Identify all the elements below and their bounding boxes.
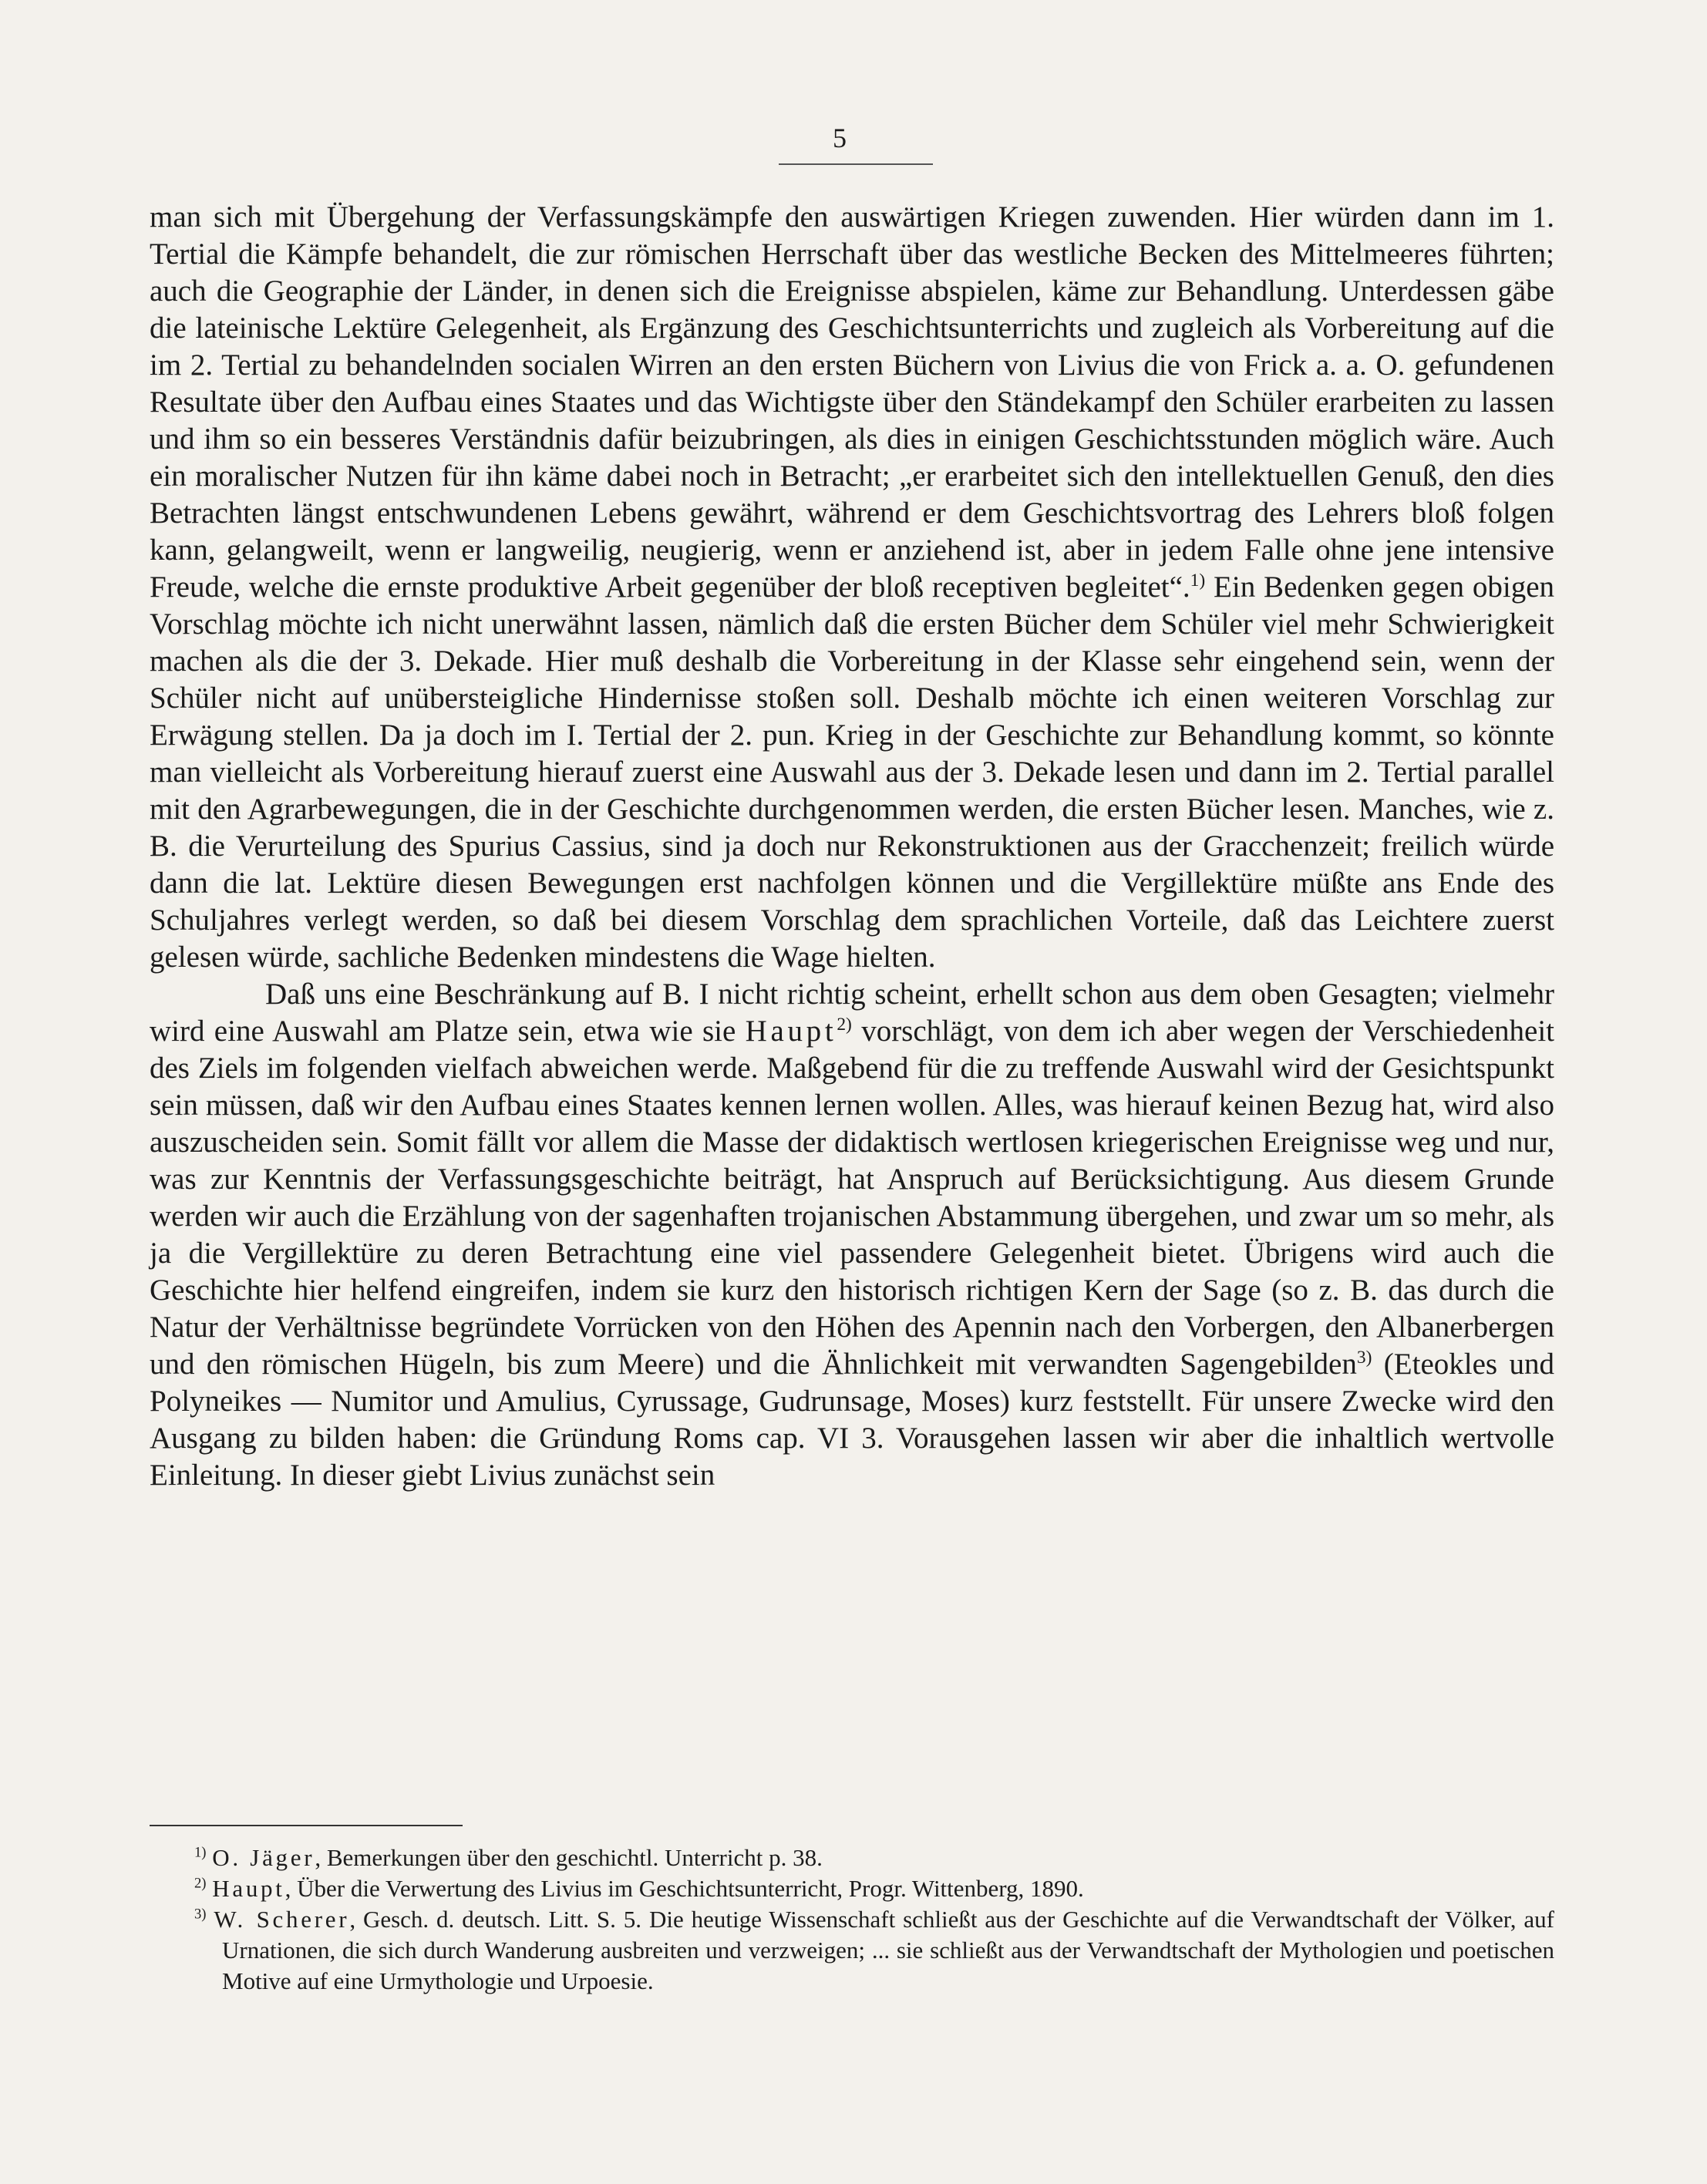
body-text [150,199,1554,1494]
paragraph-1 [150,199,1554,976]
footnote-author: W. Scherer [214,1906,350,1933]
author-haupt: Haupt [745,1015,837,1048]
footnote-author: Haupt [212,1875,285,1902]
footnote-rule [150,1825,463,1826]
paragraph-2-text: Daß uns eine Beschränkung auf B. I nicht richtig scheint, erhellt schon aus dem oben Gesagten; vielmehr wird eine Auswahl am Platze sein, etwa wie sie [150,978,1554,1048]
footnotes [150,1842,1554,1997]
footnote-mark: 1) [194,1844,207,1861]
footnote-ref-2: 2) [837,1015,852,1035]
footnote-text: , Bemerkungen über den geschichtl. Unterricht p. 38. [315,1844,823,1871]
paragraph-1-text: man sich mit Übergehung der Verfassungskämpfe den auswärtigen Kriegen zuwenden. Hier würden dann im 1. Tertial die Kämpfe behandelt, die zur römischen Herrschaft über das westliche Becken des Mittelmeeres führten; auch die Geographie der Länder, in denen sich die Ereignisse abspielen, käme zur Behandlung. Unterdessen gäbe die lateinische Lektüre Gelegenheit, als Ergänzung des Geschichtsunterrichts und zugleich als Vorbereitung auf die im 2. Tertial zu behandelnden socialen Wirren an den ersten Büchern von Livius die von Frick a. a. O. gefundenen Resultate über den Aufbau eines Staates und das Wichtigste über den Ständekampf den Schüler erarbeiten zu lassen und ihm so ein besseres Verständnis dafür beizubringen, als dies in einigen Geschichtsstunden möglich wäre. Auch ein moralischer Nutzen für ihn käme dabei noch in Betracht; „er erarbeitet sich den intellektuellen Genuß, den dies Betrachten längst entschwundenen Lebens gewährt, während er dem Geschichtsvortrag des Lehrers bloß folgen kann, gelangweilt, wenn er langweilig, neugierig, wenn er anziehend ist, aber in jedem Falle ohne jene intensive Freude, welche die ernste produktive Arbeit gegenüber der bloß receptiven begleitet“. [150,200,1554,604]
paragraph-2 [150,976,1554,1494]
footnote-mark: 2) [194,1875,207,1892]
paragraph-1-continued: Ein Bedenken gegen obigen Vorschlag möchte ich nicht unerwähnt lassen, nämlich daß die ersten Bücher dem Schüler viel mehr Schwierigkeit machen als die der 3. Dekade. Hier muß deshalb die Vorbereitung in der Klasse sehr eingehend sein, wenn der Schüler nicht auf unübersteigliche Hindernisse stoßen soll. Deshalb möchte ich einen weiteren Vorschlag zur Erwägung stellen. Da ja doch im I. Tertial der 2. pun. Krieg in der Geschichte zur Behandlung kommt, so könnte man vielleicht als Vorbereitung hierauf zuerst eine Auswahl aus der 3. Dekade lesen und dann im 2. Tertial parallel mit den Agrarbewegungen, die in der Geschichte durchgenommen werden, die ersten Bücher lesen. Manches, wie z. B. die Verurteilung des Spurius Cassius, sind ja doch nur Rekonstruktionen aus der Gracchenzeit; freilich würde dann die lat. Lektüre diesen Bewegungen erst nachfolgen können und die Vergillektüre müßte ans Ende des Schuljahres verlegt werden, so daß bei diesem Vorschlag dem sprachlichen Vorteile, daß das Leichtere zuerst gelesen würde, sachliche Bedenken mindestens die Wage hielten. [150,570,1554,974]
paragraph-2-continued: vorschlägt, von dem ich aber wegen der Verschiedenheit des Ziels im folgenden vielfach abweichen werde. Maßgebend für die zu treffende Auswahl wird der Gesichtspunkt sein müssen, daß wir den Aufbau eines Staates kennen lernen wollen. Alles, was hierauf keinen Bezug hat, wird also auszuscheiden sein. Somit fällt vor allem die Masse der didaktisch wertlosen kriegerischen Ereignisse weg und nur, was zur Kenntnis der Verfassungsgeschichte beiträgt, hat Anspruch auf Berücksichtigung. Aus diesem Grunde werden wir auch die Erzählung von der sagenhaften trojanischen Abstammung übergehen, und zwar um so mehr, als ja die Vergillektüre zu deren Betrachtung eine viel passendere Gelegenheit bietet. Übrigens wird auch die Geschichte hier helfend eingreifen, indem sie kurz den historisch richtigen Kern der Sage (so z. B. das durch die Natur der Verhältnisse begründete Vorrücken von den Höhen des Apennin nach den Vorbergen, den Albanerbergen und den römischen Hügeln, bis zum Meere) und die Ähnlichkeit mit verwandten Sagengebilden [150,1015,1555,1381]
footnote-author: O. Jäger [212,1844,315,1871]
footnote-ref-1: 1) [1190,570,1206,591]
footnote-ref-3: 3) [1356,1348,1372,1368]
paragraph-2-end: (Eteokles und Polyneikes — Numitor und Amulius, Cyrussage, Gudrunsage, Moses) kurz feststellt. Für unsere Zwecke wird den Ausgang zu bilden haben: die Gründung Roms cap. VI 3. Vorausgehen lassen wir aber die inhaltlich wertvolle Einleitung. In dieser giebt Livius zunächst sein [150,1348,1554,1492]
footnote-mark: 3) [194,1906,207,1923]
footnote-2 [150,1873,1554,1904]
footnote-text: , Über die Verwertung des Livius im Geschichtsunterricht, Progr. Wittenberg, 1890. [284,1875,1084,1902]
footnote-1 [150,1842,1554,1873]
header-rule [779,163,933,165]
footnote-3 [150,1904,1554,1997]
page-number: 5 [833,123,847,153]
footnote-text: , Gesch. d. deutsch. Litt. S. 5. Die heutige Wissenschaft schließt aus der Geschichte auf die Verwandtschaft der Völker, auf Urnationen, die sich durch Wanderung ausbreiten und verzweigen; ... sie schließt aus der Verwandtschaft der Mythologien und poetischen Motive auf eine Urmythologie und Urpoesie. [222,1906,1555,1994]
